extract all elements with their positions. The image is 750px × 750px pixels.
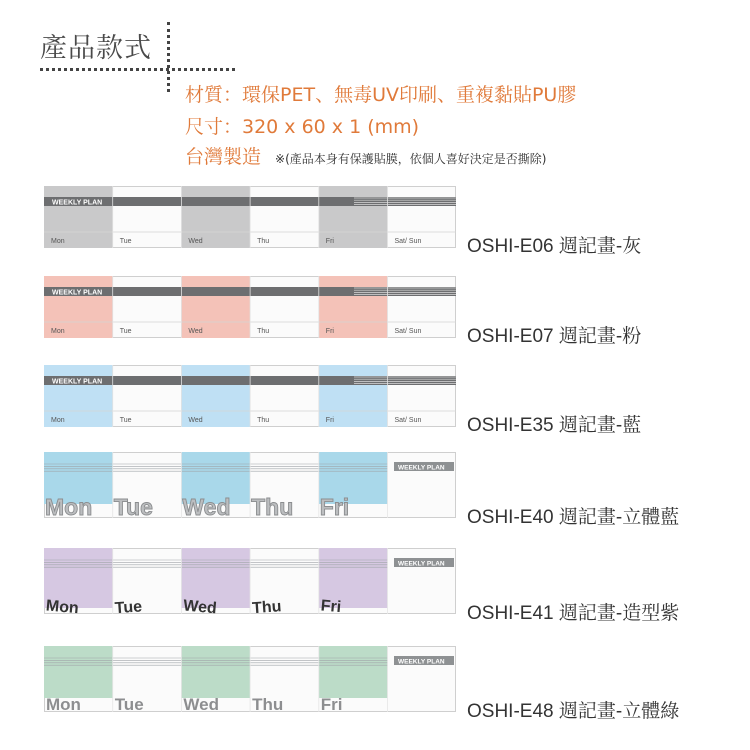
spec-origin [185, 142, 546, 169]
day-label: Mon [45, 494, 93, 520]
product-row [44, 452, 744, 528]
dotted-divider-horizontal [40, 68, 235, 71]
weekly-plan-strip [44, 646, 456, 712]
day-label: Wed [182, 494, 231, 520]
banner-label: WEEKLY PLAN [398, 658, 445, 666]
day-label: Mon [45, 597, 80, 618]
weekly-plan-strip [44, 548, 456, 618]
day-label: Thu [257, 328, 270, 335]
weekly-plan-strip [44, 186, 456, 248]
day-label: Fri [325, 328, 334, 335]
day-label: Fri [319, 597, 342, 617]
product-code-label: OSHI-E40 週記畫-立體藍 [467, 507, 680, 528]
accent-column [319, 646, 388, 698]
product-code-label: OSHI-E07 週記畫-粉 [467, 326, 642, 347]
banner-label: WEEKLY PLAN [52, 199, 103, 207]
product-row [44, 186, 744, 257]
accent-column [44, 646, 113, 698]
day-label: Wed [188, 417, 203, 424]
day-label: Sat/ Sun [394, 417, 422, 424]
day-label: Tue [114, 695, 144, 714]
day-label: Fri [325, 417, 334, 424]
dotted-divider-vertical [167, 22, 170, 92]
product-row [44, 276, 744, 347]
accent-column [181, 646, 250, 698]
day-label: Tue [119, 417, 132, 424]
product-row [44, 646, 744, 722]
spec-origin-text: 台灣製造 [185, 146, 262, 168]
day-label: Wed [188, 328, 203, 335]
banner-label: WEEKLY PLAN [398, 560, 445, 568]
spec-note: ※(產品本身有保護貼膜，依個人喜好決定是否撕除) [275, 152, 547, 166]
product-row [44, 365, 744, 436]
spec-size: 尺寸：320 x 60 x 1 (mm) [185, 116, 420, 138]
day-label: Tue [119, 238, 132, 245]
day-label: Sat/ Sun [394, 328, 422, 335]
day-label: Thu [251, 494, 294, 520]
day-label: Thu [251, 598, 283, 618]
product-code-label: OSHI-E06 週記畫-灰 [467, 236, 642, 257]
day-label: Wed [188, 238, 203, 245]
day-label: Tue [113, 494, 153, 520]
day-label: Thu [252, 695, 284, 714]
banner-label: WEEKLY PLAN [52, 378, 103, 386]
day-label: Fri [319, 494, 350, 520]
day-label: Wed [182, 597, 218, 618]
day-label: Mon [51, 238, 65, 245]
day-label: Tue [114, 598, 143, 618]
product-code-label: OSHI-E48 週記畫-立體綠 [467, 701, 680, 722]
day-label: Wed [183, 695, 219, 714]
weekly-plan-strip [44, 365, 456, 427]
day-label: Fri [325, 238, 334, 245]
day-label: Mon [46, 695, 81, 714]
day-label: Thu [257, 417, 270, 424]
day-label: Tue [119, 328, 132, 335]
weekly-plan-strip [44, 276, 456, 338]
product-code-label: OSHI-E35 週記畫-藍 [467, 415, 642, 436]
day-label: Sat/ Sun [394, 238, 422, 245]
banner-label: WEEKLY PLAN [52, 289, 103, 297]
day-label: Mon [51, 328, 65, 335]
day-label: Thu [257, 238, 270, 245]
page-title: 產品款式 [40, 33, 152, 64]
product-code-label: OSHI-E41 週記畫-造型紫 [467, 603, 680, 624]
weekly-plan-strip [44, 452, 456, 518]
day-label: Fri [320, 695, 343, 714]
spec-material: 材質：環保PET、無毒UV印刷、重複黏貼PU膠 [185, 84, 577, 106]
day-label: Mon [51, 417, 65, 424]
banner-label: WEEKLY PLAN [398, 464, 445, 472]
product-row [44, 548, 744, 624]
